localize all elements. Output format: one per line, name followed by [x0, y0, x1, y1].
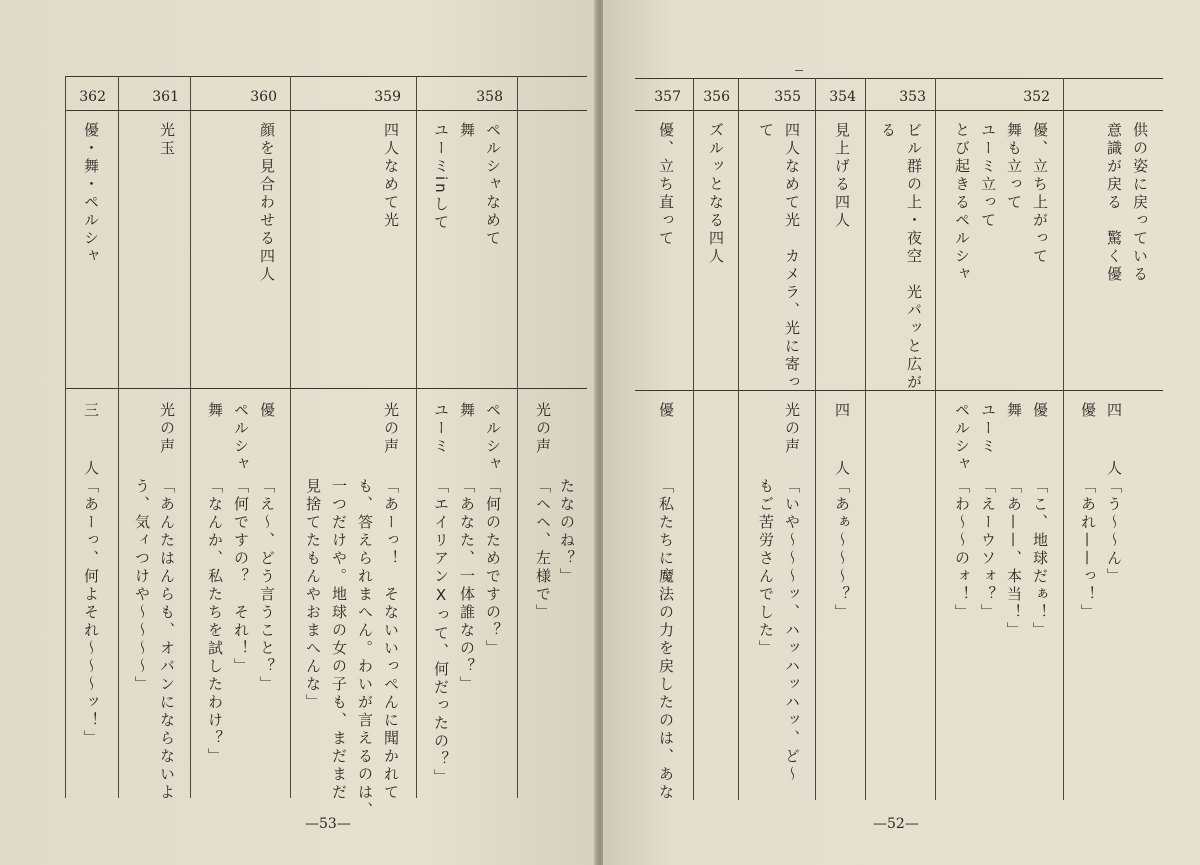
speaker-name: 光の声: [534, 402, 552, 456]
column-rule: [1063, 78, 1064, 800]
column-rule: [935, 78, 936, 800]
page-number: —52—: [873, 816, 919, 832]
scene-action: とび起きるペルシャ: [953, 122, 971, 284]
scene-action: る: [879, 122, 897, 140]
speaker-name: 舞: [206, 402, 224, 420]
scene-number: 359: [374, 89, 401, 105]
scene-number: 361: [152, 89, 179, 105]
scene-action: 舞: [458, 122, 476, 140]
scene-action: 優、立ち上がって: [1031, 122, 1049, 266]
dialogue-line: 「え〜、どう言うこと？」: [258, 478, 276, 694]
scene-action: ユーミ立って: [979, 122, 997, 230]
scene-action: 四人なめて光: [382, 122, 400, 230]
scene-number: 352: [1023, 89, 1050, 105]
dialogue-line: う、気ィつけや〜〜〜〜」: [133, 478, 151, 694]
column-rule: [865, 78, 866, 800]
column-rule: [118, 76, 119, 798]
column-rule: [693, 78, 694, 800]
dialogue-line: 「あーっ、何よそれ〜〜〜ッ！」: [82, 478, 100, 748]
dialogue-line: 「あなた、一体誰なの？」: [458, 478, 476, 694]
scene-action: ビル群の上・夜空 光パッと広が: [905, 122, 923, 392]
speaker-name: ペルシャ: [953, 402, 971, 474]
speaker-name: 三 人: [82, 402, 100, 489]
scene-action: 優・舞・ペルシャ: [82, 122, 100, 266]
dialogue-line: も、答えられまへん。わいが言えるのは、: [356, 478, 374, 820]
table-top-rule: [65, 76, 587, 77]
dialogue-line: 「う〜〜ん」: [1105, 478, 1123, 586]
speaker-name: 優: [657, 402, 675, 420]
section-divider: [65, 388, 587, 389]
dialogue-line: 「あーっ！ そないいっぺんに聞かれて: [382, 478, 400, 802]
dialogue-line: 「ヘヘ、左様で」: [534, 478, 552, 622]
column-rule: [190, 76, 191, 798]
dialogue-line: 「わ〜〜のォ！」: [953, 478, 971, 622]
column-rule: [416, 76, 417, 798]
speaker-name: 四 人: [833, 402, 851, 489]
scene-number: 357: [654, 89, 681, 105]
speaker-name: 光の声: [783, 402, 801, 456]
scene-number: 360: [250, 89, 277, 105]
dialogue-line: 「あぁ〜〜〜？」: [833, 478, 851, 622]
header-rule: [65, 110, 587, 111]
dialogue-line: 「あんたはんらも、オバンにならないよ: [158, 478, 176, 802]
speaker-name: ペルシャ: [484, 402, 502, 474]
scene-action: ズルッとなる四人: [707, 122, 725, 266]
dialogue-line: 「いや〜〜〜ッ、ハッハッハッ、ど〜: [783, 478, 801, 784]
dialogue-line: 「あれ——っ！」: [1079, 478, 1097, 622]
speaker-name: 舞: [458, 402, 476, 420]
scene-number: 362: [79, 89, 106, 105]
speaker-name: 優: [258, 402, 276, 420]
scene-number: 354: [829, 89, 856, 105]
dialogue-line: 「エイリアンⅩって、何だったの？」: [432, 478, 450, 787]
column-rule: [738, 78, 739, 800]
scene-number: 358: [476, 89, 503, 105]
left-page: [0, 0, 597, 865]
dialogue-line: 「あ——、本当！」: [1005, 478, 1023, 640]
right-page: [603, 0, 1200, 865]
dialogue-line: 「何ですの？ それ！」: [232, 478, 250, 676]
speaker-name: ユーミ: [979, 402, 997, 456]
column-rule: [517, 76, 518, 798]
dialogue-line: たなのね？」: [558, 478, 576, 586]
speaker-name: ユーミ: [432, 402, 450, 456]
header-rule: [635, 110, 1163, 111]
scene-number: 356: [703, 89, 730, 105]
dialogue-line: 一つだけや。地球の女の子も、まだまだ: [330, 478, 348, 802]
speaker-name: 優: [1031, 402, 1049, 420]
scene-action: 顔を見合わせる四人: [258, 122, 276, 284]
print-speck: [795, 70, 803, 71]
scene-action: 舞も立って: [1005, 122, 1023, 212]
dialogue-line: 「こ、地球だぁ！」: [1031, 478, 1049, 640]
scene-action: 光玉: [158, 122, 176, 158]
scene-action: 意識が戻る 驚く優: [1105, 122, 1123, 284]
dialogue-line: もご苦労さんでした」: [757, 478, 775, 658]
speaker-name: ペルシャ: [232, 402, 250, 474]
speaker-name: 光の声: [158, 402, 176, 456]
speaker-name: 四 人: [1105, 402, 1123, 489]
scene-action: 供の姿に戻っている: [1131, 122, 1149, 284]
scene-action: 四人なめて光 カメラ、光に寄っ: [783, 122, 801, 392]
dialogue-line: 見捨てたもんやおまへんな」: [304, 478, 322, 712]
scene-action: 優、立ち直って: [657, 122, 675, 248]
scene-action: て: [757, 122, 775, 140]
speaker-name: 舞: [1005, 402, 1023, 420]
scene-number: 353: [899, 89, 926, 105]
table-top-rule: [635, 78, 1163, 79]
dialogue-line: 「なんか、私たちを試したわけ？」: [206, 478, 224, 766]
scene-action: ユーミinして: [432, 122, 450, 232]
scene-number: 355: [774, 89, 801, 105]
dialogue-line: 「私たちに魔法の力を戻したのは、あな: [657, 478, 675, 802]
page-number: —53—: [305, 816, 351, 832]
scene-action: ペルシャなめて: [484, 122, 502, 248]
speaker-name: 優: [1079, 402, 1097, 420]
column-rule: [815, 78, 816, 800]
column-rule: [65, 76, 66, 798]
dialogue-line: 「何のためですの？」: [484, 478, 502, 658]
scene-action: 見上げる四人: [833, 122, 851, 230]
section-divider: [635, 390, 1163, 391]
speaker-name: 光の声: [382, 402, 400, 456]
dialogue-line: 「えーウソォ？」: [979, 478, 997, 622]
column-rule: [290, 76, 291, 798]
